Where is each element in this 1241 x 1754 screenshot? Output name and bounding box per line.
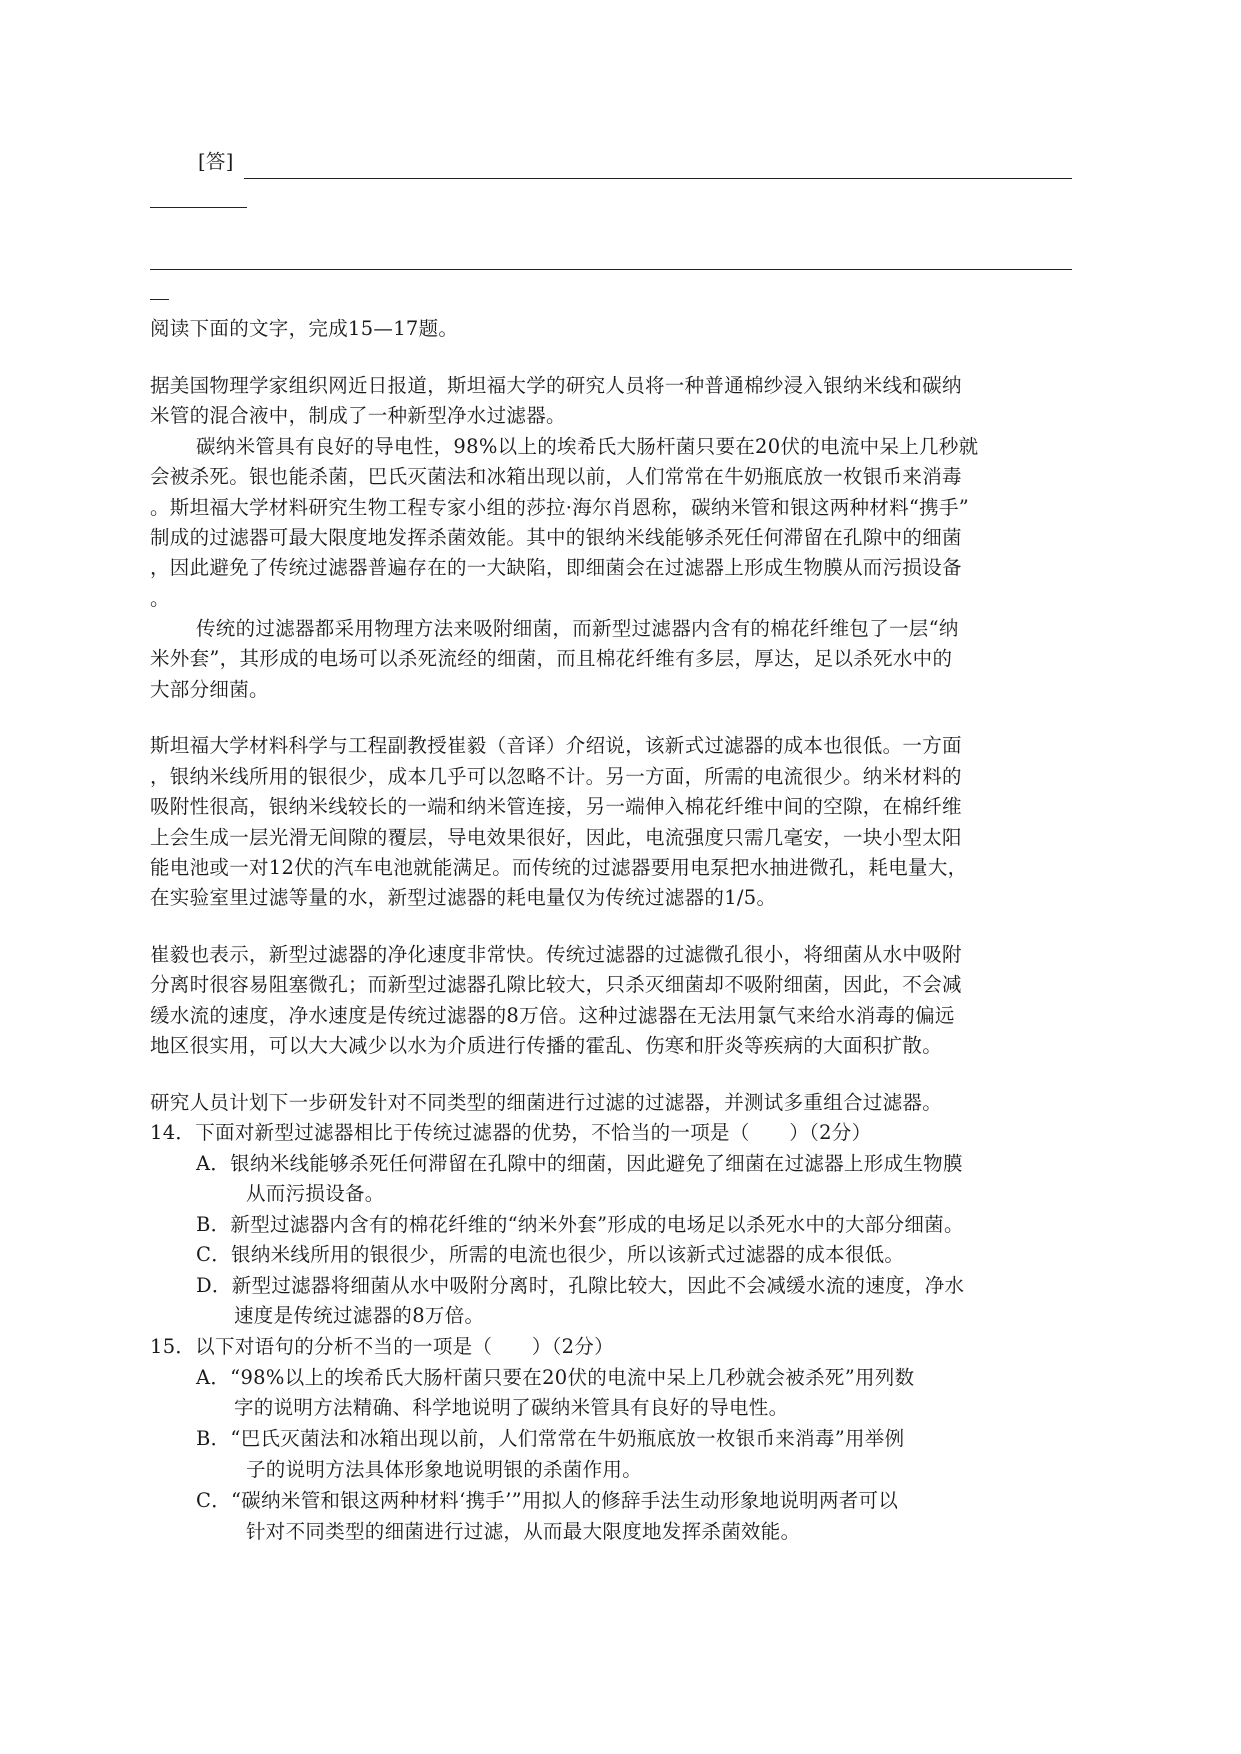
question-14-option-b: B．新型过滤器内含有的棉花纤维的“纳米外套”形成的电场足以杀死水中的大部分细菌。: [196, 1213, 964, 1236]
passage-line: 缓水流的速度，净水速度是传统过滤器的8万倍。这种过滤器在无法用氯气来给水消毒的偏远: [150, 1004, 955, 1027]
passage-line: 米外套”，其形成的电场可以杀死流经的细菌，而且棉花纤维有多层，厚达，足以杀死水中的: [150, 647, 953, 670]
reading-instruction: 阅读下面的文字，完成15—17题。: [150, 317, 459, 340]
passage-line: 据美国物理学家组织网近日报道，斯坦福大学的研究人员将一种普通棉纱浸入银纳米线和碳纳: [150, 374, 962, 397]
question-15-option-b-cont: 子的说明方法具体形象地说明银的杀菌作用。: [246, 1458, 643, 1481]
passage-line: 会被杀死。银也能杀菌，巴氏灭菌法和冰箱出现以前，人们常常在牛奶瓶底放一枚银币来消毒: [150, 465, 962, 488]
question-14-option-a: A．银纳米线能够杀死任何滞留在孔隙中的细菌，因此避免了细菌在过滤器上形成生物膜: [196, 1152, 963, 1175]
question-14-option-c: C．银纳米线所用的银很少，所需的电流也很少，所以该新式过滤器的成本很低。: [196, 1243, 905, 1266]
passage-line: 斯坦福大学材料科学与工程副教授崔毅（音译）介绍说，该新式过滤器的成本也很低。一方面: [150, 734, 962, 757]
answer-blank-line-1: [244, 178, 1072, 179]
passage-line: 分离时很容易阻塞微孔；而新型过滤器孔隙比较大，只杀灭细菌却不吸附细菌，因此，不会减: [150, 973, 962, 996]
passage-line: 在实验室里过滤等量的水，新型过滤器的耗电量仅为传统过滤器的1/5。: [150, 886, 777, 909]
passage-line: 米管的混合液中，制成了一种新型净水过滤器。: [150, 404, 566, 427]
answer-blank-line-1-cont: [150, 207, 247, 208]
passage-line: 吸附性很高，银纳米线较长的一端和纳米管连接，另一端伸入棉花纤维中间的空隙，在棉纤维: [150, 795, 962, 818]
question-15-stem: 15．以下对语句的分析不当的一项是（ ）（2分）: [150, 1335, 614, 1358]
question-15-option-b: B．“巴氏灭菌法和冰箱出现以前，人们常常在牛奶瓶底放一枚银币来消毒”用举例: [196, 1427, 905, 1450]
question-14-stem: 14．下面对新型过滤器相比于传统过滤器的优势，不恰当的一项是（ ）（2分）: [150, 1121, 872, 1144]
passage-line: 研究人员计划下一步研发针对不同类型的细菌进行过滤的过滤器，并测试多重组合过滤器。: [150, 1091, 943, 1114]
question-15-option-a: A．“98%以上的埃希氏大肠杆菌只要在20伏的电流中呆上几秒就会被杀死”用列数: [196, 1366, 915, 1389]
passage-line: ，银纳米线所用的银很少，成本几乎可以忽略不计。另一方面，所需的电流很少。纳米材料的: [150, 765, 962, 788]
passage-line: ，因此避免了传统过滤器普遍存在的一大缺陷，即细菌会在过滤器上形成生物膜从而污损设备: [150, 556, 962, 579]
question-15-option-a-cont: 字的说明方法精确、科学地说明了碳纳米管具有良好的导电性。: [234, 1396, 789, 1419]
question-14-option-d-cont: 速度是传统过滤器的8万倍。: [234, 1304, 485, 1327]
passage-line: 碳纳米管具有良好的导电性，98%以上的埃希氏大肠杆菌只要在20伏的电流中呆上几秒就: [196, 435, 979, 458]
passage-line: 上会生成一层光滑无间隙的覆层，导电效果很好，因此，电流强度只需几毫安，一块小型太阳: [150, 826, 962, 849]
passage-line: 。: [150, 587, 170, 610]
question-14-option-d: D．新型过滤器将细菌从水中吸附分离时，孔隙比较大，因此不会减缓水流的速度，净水: [196, 1274, 965, 1297]
passage-line: 能电池或一对12伏的汽车电池就能满足。而传统的过滤器要用电泵把水抽进微孔，耗电量大，: [150, 856, 968, 879]
passage-line: 地区很实用，可以大大减少以水为介质进行传播的霍乱、伤寒和肝炎等疾病的大面积扩散。: [150, 1034, 943, 1057]
answer-blank-line-2-cont: [150, 299, 169, 300]
answer-blank-line-2: [150, 269, 1072, 270]
question-15-option-c: C．“碳纳米管和银这两种材料‘携手’”用拟人的修辞手法生动形象地说明两者可以: [196, 1489, 899, 1512]
question-14-option-a-cont: 从而污损设备。: [246, 1182, 385, 1205]
passage-line: 。斯坦福大学材料研究生物工程专家小组的莎拉·海尔肖恩称，碳纳米管和银这两种材料“携手”: [150, 496, 970, 519]
passage-line: 制成的过滤器可最大限度地发挥杀菌效能。其中的银纳米线能够杀死任何滞留在孔隙中的细菌: [150, 526, 962, 549]
question-15-option-c-cont: 针对不同类型的细菌进行过滤，从而最大限度地发挥杀菌效能。: [246, 1520, 801, 1543]
passage-line: 崔毅也表示，新型过滤器的净化速度非常快。传统过滤器的过滤微孔很小，将细菌从水中吸附: [150, 943, 962, 966]
passage-line: 大部分细菌。: [150, 678, 269, 701]
passage-line: 传统的过滤器都采用物理方法来吸附细菌，而新型过滤器内含有的棉花纤维包了一层“纳: [196, 617, 959, 640]
answer-label: [答]: [198, 150, 234, 173]
